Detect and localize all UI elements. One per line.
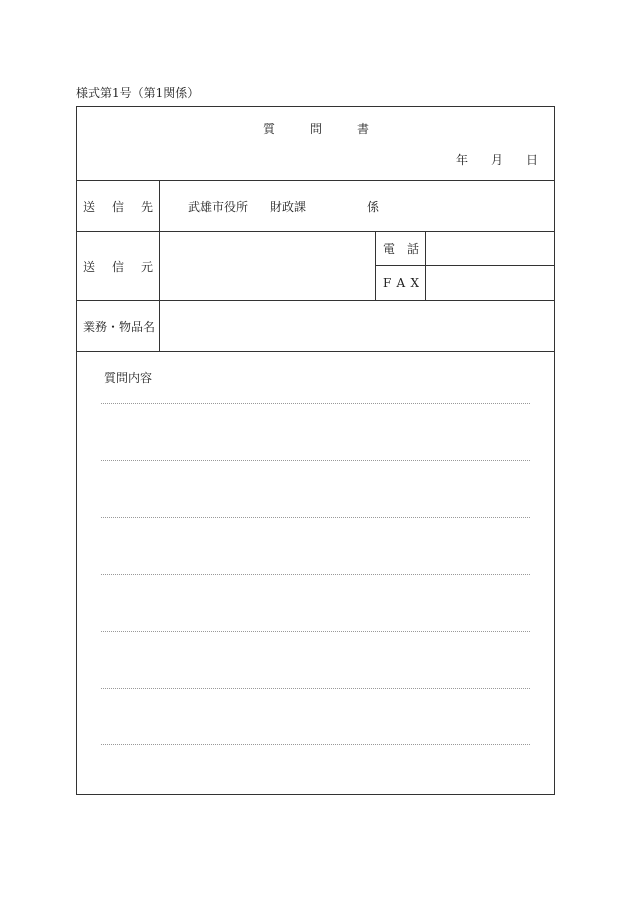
from-label-char: 元 (140, 260, 153, 274)
sender-field[interactable] (161, 233, 373, 298)
question-content-field[interactable] (100, 388, 532, 758)
fax-label-char: X (410, 276, 419, 290)
form-title (263, 122, 369, 136)
title-char: 質 (263, 122, 276, 136)
row-divider (76, 351, 555, 352)
writing-line (101, 574, 530, 575)
to-label-char: 送 (83, 200, 96, 214)
contact-column-divider (375, 231, 376, 300)
row-divider (76, 231, 555, 232)
fax-label (383, 276, 419, 290)
label-column-divider (159, 180, 160, 351)
writing-line (101, 403, 530, 404)
row-divider (76, 300, 555, 301)
question-label: 質問内容 (104, 371, 153, 385)
item-label: 業務・物品名 (83, 320, 156, 334)
from-label-char: 送 (83, 260, 96, 274)
form-number: 様式第1号（第1関係） (76, 86, 200, 100)
contact-value-divider (425, 231, 426, 300)
writing-line (101, 744, 530, 745)
fax-label-char: A (396, 276, 406, 290)
item-name-field[interactable] (161, 302, 553, 350)
to-label-char: 先 (140, 200, 153, 214)
date-year: 年 (456, 153, 469, 167)
phone-label-char: 電 (383, 242, 396, 256)
recipient-office: 武雄市役所 (188, 200, 249, 214)
to-label-char: 信 (111, 200, 124, 214)
row-divider (76, 180, 555, 181)
section-suffix: 係 (367, 200, 380, 214)
row-divider (375, 265, 555, 266)
writing-line (101, 688, 530, 689)
writing-line (101, 631, 530, 632)
date-month: 月 (490, 153, 503, 167)
to-label (83, 200, 153, 214)
from-label (83, 260, 153, 274)
title-char: 書 (356, 122, 369, 136)
fax-field[interactable] (427, 267, 553, 298)
section-name-field[interactable] (312, 194, 364, 218)
title-char: 問 (309, 122, 322, 136)
from-label-char: 信 (111, 260, 124, 274)
fax-label-char: F (383, 276, 392, 290)
phone-label-char: 話 (406, 242, 419, 256)
recipient-department: 財政課 (270, 200, 307, 214)
date-day: 日 (525, 153, 538, 167)
writing-line (101, 517, 530, 518)
writing-line (101, 460, 530, 461)
phone-field[interactable] (427, 233, 553, 264)
phone-label (383, 242, 419, 256)
date-line (456, 153, 538, 167)
